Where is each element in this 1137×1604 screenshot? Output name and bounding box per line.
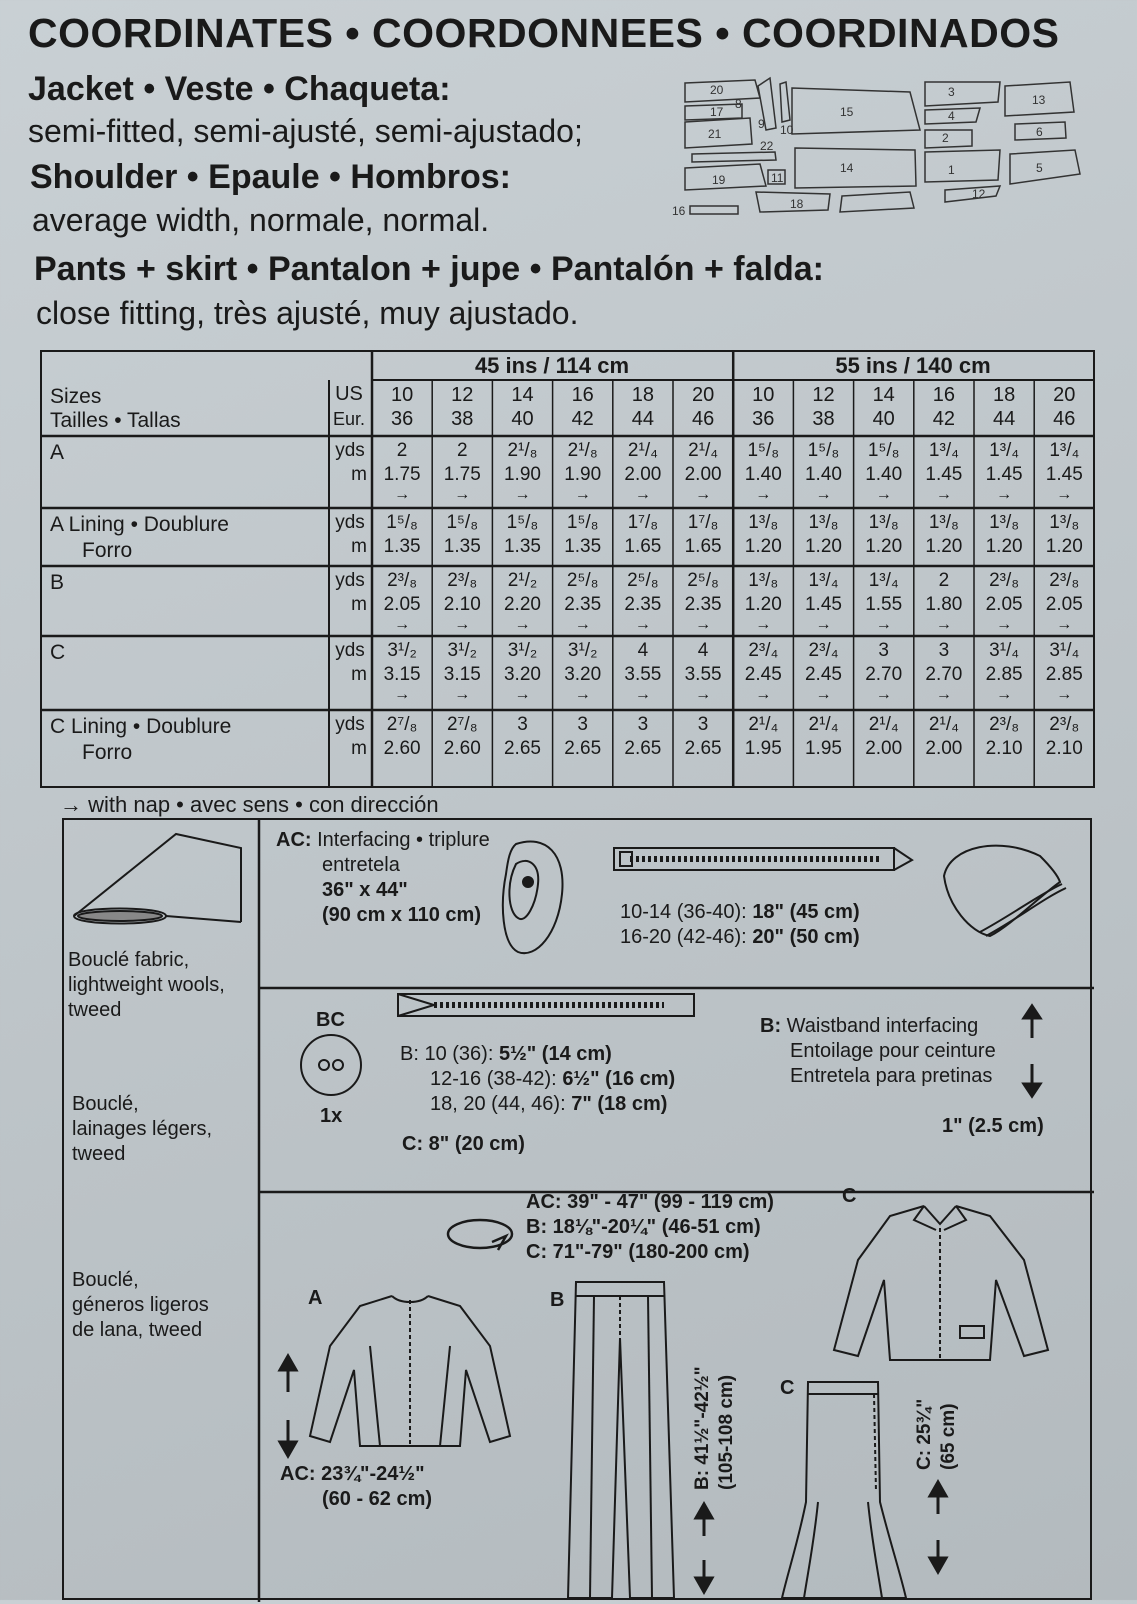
nap-arrow: →	[935, 486, 952, 503]
nap-arrow: →	[935, 616, 952, 633]
jacket-a-sketch	[300, 1286, 530, 1466]
yardage-yds: 3¹/₂	[567, 640, 598, 661]
yardage-m: 2.05	[985, 594, 1023, 615]
yardage-m: 1.90	[564, 464, 602, 485]
yardage-yds: 1⁵/₈	[506, 512, 539, 533]
yardage-m: 1.90	[503, 464, 541, 485]
piece-label: 1	[948, 163, 955, 177]
nap-arrow: →	[574, 486, 591, 503]
yardage-yds: 2⁷/₈	[446, 714, 478, 735]
fabric-fr-2: lainages légers,	[72, 1118, 213, 1140]
yardage-table	[40, 350, 1095, 788]
piece-label: 20	[710, 83, 724, 97]
nap-arrow: →	[454, 686, 471, 703]
size-us: 14	[511, 384, 534, 406]
size-eur: 44	[992, 408, 1016, 430]
yardage-yds: 1³/₄	[808, 570, 839, 591]
yardage-m: 1.45	[985, 464, 1023, 485]
length-c-annotation	[908, 1380, 978, 1600]
size-eur: 42	[571, 408, 594, 430]
yardage-yds: 1³/₄	[989, 440, 1020, 461]
shoulder-fit: average width, normale, normal.	[32, 202, 490, 238]
interfacing-view-label: AC:	[276, 829, 312, 851]
yardage-m: 2.65	[624, 738, 662, 759]
elastic-loop-icon	[442, 1212, 518, 1258]
yardage-m: 1.80	[925, 594, 963, 615]
yardage-m: 2.70	[865, 664, 903, 685]
piece-label: 11	[771, 171, 784, 185]
size-us: 10	[390, 384, 414, 406]
zipper-ac-2-length: 20" (50 cm)	[752, 926, 860, 948]
fabric-en-1: Bouclé fabric,	[68, 949, 190, 971]
interfacing-label-es: entretela	[322, 854, 400, 876]
nap-arrow: →	[514, 616, 531, 633]
yardage-yds: 2¹/₄	[868, 714, 899, 735]
fabric-es-2: géneros ligeros	[72, 1294, 209, 1316]
unit-m: m	[351, 464, 367, 485]
yardage-yds: 4	[637, 640, 649, 661]
yardage-m: 2.65	[503, 738, 541, 759]
yardage-m: 2.00	[865, 738, 903, 759]
yardage-yds: 1⁷/₈	[627, 512, 659, 533]
nap-arrow: →	[454, 486, 471, 503]
zipper-icon	[610, 830, 920, 890]
yardage-m: 1.45	[1045, 464, 1083, 485]
fabric-es-3: de lana, tweed	[72, 1319, 203, 1341]
piece-label: 14	[840, 161, 854, 175]
view-c-skirt-label: C	[780, 1377, 795, 1399]
view-a-label: A	[308, 1287, 323, 1309]
yardage-yds: 2⁵/₈	[627, 570, 659, 591]
size-eur: 38	[812, 408, 835, 430]
nap-legend: → with nap • avec sens • con dirección	[60, 792, 439, 817]
yardage-m: 1.65	[684, 536, 722, 557]
yardage-m: 3.15	[443, 664, 481, 685]
yardage-m: 2.85	[1045, 664, 1083, 685]
row-label-es: Forro	[82, 741, 133, 764]
zipper-ac-1-length: 18" (45 cm)	[752, 901, 860, 923]
yardage-m: 1.35	[383, 536, 421, 557]
row-label: C Lining • Doublure	[50, 715, 232, 738]
piece-label: 6	[1036, 125, 1043, 139]
yardage-m: 1.95	[744, 738, 782, 759]
jacket-c-sketch	[824, 1200, 1074, 1380]
yardage-m: 1.20	[865, 536, 903, 557]
waistband-width: 1" (2.5 cm)	[942, 1115, 1044, 1137]
yardage-yds: 2¹/₄	[688, 440, 719, 461]
nap-arrow: →	[634, 616, 651, 633]
size-us: 12	[812, 384, 835, 406]
zipper-b-2-length: 6½" (16 cm)	[562, 1068, 676, 1090]
waist-elastic-b: B: 18⅛"-20¼" (46-51 cm)	[526, 1216, 761, 1238]
nap-arrow: →	[996, 616, 1013, 633]
yardage-m: 1.20	[744, 536, 782, 557]
size-eur: 38	[451, 408, 474, 430]
size-us: 18	[992, 384, 1016, 406]
nap-arrow: →	[634, 486, 651, 503]
piece-label: 2	[942, 131, 949, 145]
size-eur: 46	[1053, 408, 1076, 430]
size-eur: 36	[752, 408, 775, 430]
piece-label: 12	[972, 187, 986, 201]
yardage-yds: 2	[396, 440, 408, 461]
nap-arrow: →	[996, 486, 1013, 503]
yardage-yds: 1³/₄	[1049, 440, 1080, 461]
pants-b-sketch	[564, 1278, 684, 1602]
yardage-m: 1.45	[925, 464, 963, 485]
yardage-yds: 1³/₈	[1049, 512, 1080, 533]
waist-elastic-c: C: 71"-79" (180-200 cm)	[526, 1241, 750, 1263]
length-b: B: 41½"-42½"	[692, 1366, 713, 1490]
zipper-b-2-sizes: 12-16 (38-42):	[430, 1068, 557, 1090]
yardage-m: 2.20	[503, 594, 541, 615]
pants-heading: Pants + skirt • Pantalon + jupe • Pantalón + falda:	[34, 250, 824, 288]
eur-label: Eur.	[332, 409, 366, 429]
length-c: C: 25¾"	[914, 1398, 935, 1470]
waistband-es: Entretela para pretinas	[790, 1065, 993, 1087]
yardage-yds: 2³/₈	[1049, 570, 1080, 591]
fabric-en-3: tweed	[68, 999, 122, 1021]
piece-label: 9	[758, 117, 765, 131]
yardage-yds: 2¹/₄	[748, 714, 779, 735]
yardage-m: 2.70	[925, 664, 963, 685]
size-us: 14	[872, 384, 895, 406]
nap-arrow: →	[695, 616, 712, 633]
yardage-m: 1.45	[804, 594, 842, 615]
yardage-yds: 1³/₈	[928, 512, 959, 533]
yardage-m: 2.45	[744, 664, 782, 685]
yardage-m: 1.20	[744, 594, 782, 615]
piece-label: 15	[840, 105, 854, 119]
pattern-pieces-diagram	[672, 78, 1100, 228]
yardage-m: 2.00	[925, 738, 963, 759]
yardage-yds: 2³/₈	[447, 570, 478, 591]
row-label: A Lining • Doublure	[50, 513, 229, 536]
yardage-yds: 1³/₄	[868, 570, 899, 591]
yardage-yds: 1³/₈	[989, 512, 1020, 533]
row-label: A	[50, 441, 65, 464]
yardage-m: 1.95	[804, 738, 842, 759]
yardage-yds: 2³/₈	[989, 570, 1020, 591]
yardage-yds: 1⁷/₈	[687, 512, 719, 533]
yardage-yds: 2³/₈	[989, 714, 1020, 735]
size-us: 16	[932, 384, 956, 406]
size-eur: 40	[872, 408, 895, 430]
fabric-fr-1: Bouclé,	[72, 1093, 139, 1115]
yardage-yds: 3¹/₂	[447, 640, 478, 661]
sizes-label: Sizes	[50, 385, 102, 408]
interfacing-size-cm: (90 cm x 110 cm)	[322, 904, 481, 926]
size-us: 16	[571, 384, 594, 406]
unit-yds: yds	[335, 640, 365, 661]
page-title: COORDINATES • COORDONNEES • COORDINADOS	[28, 10, 1060, 56]
us-label: US	[335, 383, 363, 405]
yardage-m: 2.35	[684, 594, 722, 615]
piece-label: 4	[948, 109, 955, 123]
zipper-b-icon	[394, 980, 714, 1030]
yardage-m: 1.55	[865, 594, 903, 615]
nap-arrow: →	[634, 686, 651, 703]
size-us: 20	[1053, 384, 1076, 406]
yardage-m: 2.00	[684, 464, 722, 485]
length-a: AC: 23¾"-24½"	[280, 1463, 425, 1485]
row-label: B	[50, 571, 65, 594]
yardage-yds: 2⁵/₈	[687, 570, 719, 591]
view-b-label: B	[550, 1289, 565, 1311]
nap-arrow: →	[815, 616, 832, 633]
yardage-yds: 2³/₈	[1049, 714, 1080, 735]
yardage-m: 1.75	[443, 464, 481, 485]
yardage-m: 1.40	[804, 464, 842, 485]
piece-label: 21	[708, 127, 722, 141]
yardage-m: 3.15	[383, 664, 421, 685]
interfacing-roll-icon	[496, 834, 576, 964]
yardage-m: 1.35	[564, 536, 602, 557]
width-header-45: 45 ins / 114 cm	[474, 353, 630, 378]
yardage-yds: 2³/₄	[748, 640, 779, 661]
yardage-yds: 2³/₈	[387, 570, 418, 591]
length-c-cm: (65 cm)	[938, 1403, 959, 1470]
yardage-yds: 2⁵/₈	[566, 570, 599, 591]
piece-label: 17	[710, 105, 724, 119]
nap-arrow: →	[875, 616, 892, 633]
yardage-m: 1.35	[443, 536, 481, 557]
yardage-m: 2.45	[804, 664, 842, 685]
nap-arrow: →	[394, 686, 411, 703]
yardage-m: 2.00	[624, 464, 662, 485]
nap-arrow: →	[514, 686, 531, 703]
yardage-yds: 3	[637, 714, 649, 735]
nap-arrow: →	[1056, 486, 1073, 503]
button-view-label: BC	[316, 1009, 345, 1031]
interfacing-label: Interfacing • triplure	[317, 829, 490, 851]
yardage-m: 1.40	[744, 464, 782, 485]
waistband-fr: Entoilage pour ceinture	[790, 1040, 996, 1062]
yardage-yds: 2¹/₈	[507, 440, 538, 461]
yardage-m: 3.55	[624, 664, 662, 685]
jacket-heading: Jacket • Veste • Chaqueta:	[28, 70, 451, 108]
length-a-arrows-icon	[276, 1356, 300, 1456]
yardage-m: 2.10	[985, 738, 1023, 759]
fabric-en-2: lightweight wools,	[68, 974, 225, 996]
yardage-yds: 3¹/₂	[387, 640, 417, 661]
yardage-yds: 2¹/₄	[928, 714, 959, 735]
nap-arrow: →	[875, 486, 892, 503]
yardage-yds: 3	[697, 714, 709, 735]
yardage-yds: 3¹/₄	[1049, 640, 1080, 661]
yardage-m: 1.20	[925, 536, 963, 557]
shoulder-pad-icon	[940, 836, 1070, 946]
length-a-cm: (60 - 62 cm)	[322, 1488, 433, 1510]
nap-arrow: →	[935, 686, 952, 703]
waistband-en: Waistband interfacing	[786, 1015, 979, 1037]
yardage-yds: 1⁵/₈	[446, 512, 479, 533]
yardage-yds: 2	[456, 440, 468, 461]
nap-arrow: →	[394, 486, 411, 503]
size-eur: 42	[932, 408, 956, 430]
yardage-yds: 1⁵/₈	[867, 440, 900, 461]
skirt-c-sketch	[778, 1372, 908, 1602]
waistband-view-label: B:	[760, 1015, 782, 1037]
yardage-yds: 3	[577, 714, 588, 735]
pants-fit: close fitting, très ajusté, muy ajustado.	[36, 295, 579, 331]
yardage-m: 1.20	[804, 536, 842, 557]
yardage-yds: 2¹/₄	[808, 714, 839, 735]
row-label-es: Forro	[82, 539, 133, 562]
size-eur: 40	[511, 408, 534, 430]
piece-label: 16	[672, 204, 686, 218]
unit-m: m	[351, 664, 367, 685]
zipper-c-length: C: 8" (20 cm)	[402, 1133, 525, 1155]
yardage-yds: 1³/₈	[748, 512, 779, 533]
nap-arrow: →	[996, 686, 1013, 703]
yardage-m: 2.60	[443, 738, 481, 759]
nap-arrow: →	[755, 486, 772, 503]
size-us: 20	[691, 384, 715, 406]
yardage-yds: 1³/₈	[808, 512, 839, 533]
piece-label: 8	[735, 97, 742, 111]
length-b-cm: (105-108 cm)	[716, 1374, 737, 1490]
yardage-yds: 3¹/₂	[507, 640, 538, 661]
notions-panel	[62, 818, 1092, 1600]
yardage-yds: 1³/₄	[928, 440, 959, 461]
zipper-ac-2-sizes: 16-20 (42-46):	[620, 926, 747, 948]
yardage-m: 3.20	[564, 664, 602, 685]
shoulder-heading: Shoulder • Epaule • Hombros:	[30, 158, 511, 196]
nap-arrow: →	[695, 686, 712, 703]
piece-label: 10	[780, 123, 794, 137]
yardage-m: 2.85	[985, 664, 1023, 685]
nap-arrow: →	[755, 686, 772, 703]
yardage-yds: 3	[878, 640, 889, 661]
yardage-yds: 1⁵/₈	[747, 440, 780, 461]
unit-m: m	[351, 594, 367, 615]
button-quantity: 1x	[320, 1105, 343, 1127]
button-icon	[298, 1032, 364, 1098]
yardage-yds: 3	[517, 714, 528, 735]
nap-arrow: →	[815, 686, 832, 703]
yardage-yds: 2⁷/₈	[386, 714, 418, 735]
yardage-m: 3.20	[503, 664, 541, 685]
nap-arrow: →	[1056, 686, 1073, 703]
piece-label: 19	[712, 173, 726, 187]
nap-arrow: →	[755, 616, 772, 633]
unit-yds: yds	[335, 440, 365, 461]
yardage-m: 1.75	[383, 464, 421, 485]
fabric-roll-icon	[66, 826, 246, 936]
zipper-b-3-length: 7" (18 cm)	[571, 1093, 668, 1115]
yardage-yds: 2	[938, 570, 950, 591]
yardage-yds: 2³/₄	[808, 640, 839, 661]
yardage-yds: 1⁵/₈	[566, 512, 599, 533]
piece-label: 13	[1032, 93, 1046, 107]
nap-arrow: →	[695, 486, 712, 503]
piece-label: 3	[948, 85, 955, 99]
size-us: 18	[631, 384, 655, 406]
jacket-fit: semi-fitted, semi-ajusté, semi-ajustado;	[28, 113, 583, 149]
view-c-jacket-label: C	[842, 1185, 857, 1207]
nap-arrow: →	[1056, 616, 1073, 633]
unit-yds: yds	[335, 512, 365, 533]
yardage-m: 2.60	[383, 738, 421, 759]
yardage-m: 2.35	[564, 594, 602, 615]
yardage-m: 3.55	[684, 664, 722, 685]
zipper-b-1-length: 5½" (14 cm)	[498, 1043, 612, 1065]
nap-arrow: →	[574, 616, 591, 633]
yardage-yds: 2¹/₄	[627, 440, 658, 461]
nap-arrow: →	[815, 486, 832, 503]
yardage-yds: 1⁵/₈	[807, 440, 840, 461]
row-label: C	[50, 641, 66, 664]
interfacing-size: 36" x 44"	[322, 879, 408, 901]
size-us: 10	[752, 384, 775, 406]
nap-arrow: →	[875, 686, 892, 703]
yardage-m: 2.05	[383, 594, 421, 615]
nap-arrow: →	[394, 616, 411, 633]
yardage-m: 1.35	[503, 536, 541, 557]
piece-label: 5	[1036, 161, 1043, 175]
yardage-yds: 1³/₈	[748, 570, 779, 591]
unit-yds: yds	[335, 570, 365, 591]
unit-m: m	[351, 738, 367, 759]
yardage-m: 2.10	[1045, 738, 1083, 759]
size-eur: 36	[390, 408, 414, 430]
yardage-yds: 3	[938, 640, 950, 661]
length-b-annotation	[684, 1314, 744, 1604]
yardage-m: 1.20	[1045, 536, 1083, 557]
yardage-m: 1.20	[985, 536, 1023, 557]
waist-elastic-ac: AC: 39" - 47" (99 - 119 cm)	[526, 1191, 774, 1213]
yardage-yds: 2¹/₈	[567, 440, 598, 461]
yardage-yds: 3¹/₄	[989, 640, 1020, 661]
zipper-b-1-sizes: B: 10 (36):	[400, 1043, 494, 1065]
yardage-yds: 4	[697, 640, 709, 661]
piece-label: 18	[790, 197, 804, 211]
zipper-b-3-sizes: 18, 20 (44, 46):	[430, 1093, 566, 1115]
yardage-yds: 1⁵/₈	[386, 512, 418, 533]
yardage-m: 2.05	[1045, 594, 1083, 615]
size-us: 12	[451, 384, 474, 406]
waistband-arrows-icon	[1020, 1006, 1044, 1096]
yardage-m: 1.40	[865, 464, 903, 485]
nap-arrow: →	[574, 686, 591, 703]
yardage-m: 2.65	[564, 738, 602, 759]
fabric-fr-3: tweed	[72, 1143, 126, 1165]
nap-arrow: →	[514, 486, 531, 503]
width-header-55: 55 ins / 140 cm	[835, 353, 991, 378]
nap-arrow: →	[454, 616, 471, 633]
size-eur: 46	[691, 408, 715, 430]
size-eur: 44	[631, 408, 655, 430]
yardage-m: 2.10	[443, 594, 481, 615]
piece-label: 22	[760, 139, 774, 153]
unit-yds: yds	[335, 714, 365, 735]
yardage-yds: 1³/₈	[868, 512, 899, 533]
yardage-yds: 2¹/₂	[507, 570, 538, 591]
yardage-m: 2.35	[624, 594, 662, 615]
yardage-m: 1.65	[624, 536, 662, 557]
sizes-label-fr-es: Tailles • Tallas	[50, 409, 181, 432]
unit-m: m	[351, 536, 367, 557]
fabric-es-1: Bouclé,	[72, 1269, 139, 1291]
yardage-m: 2.65	[684, 738, 722, 759]
zipper-ac-1-sizes: 10-14 (36-40):	[620, 901, 747, 923]
